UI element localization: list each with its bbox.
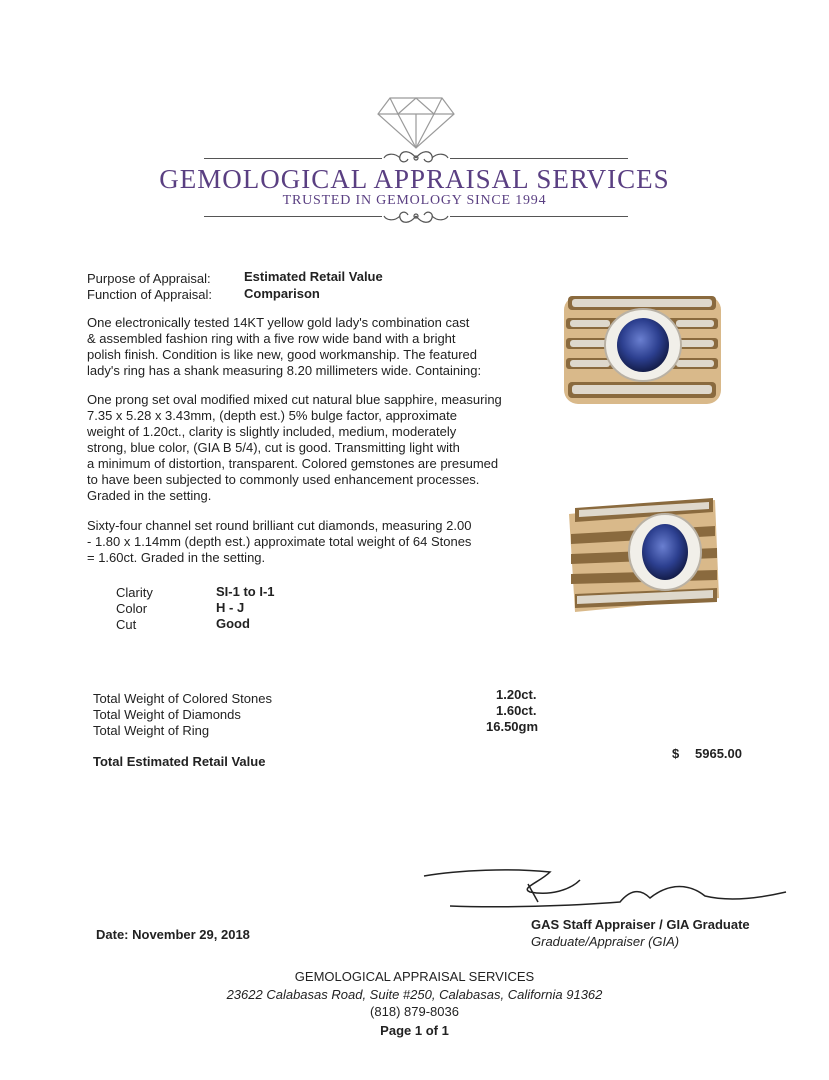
- total-label-colored: Total Weight of Colored Stones: [93, 691, 272, 706]
- description-line: One electronically tested 14KT yellow gold lady's combination cast: [87, 315, 470, 330]
- ring-photo-top: [560, 290, 725, 410]
- appraiser-subtitle: Graduate/Appraiser (GIA): [531, 934, 680, 949]
- grade-value-clarity: SI-1 to I-1: [216, 584, 275, 599]
- grade-value-cut: Good: [216, 616, 250, 631]
- diamond-description: [87, 518, 471, 566]
- retail-currency: $: [672, 746, 680, 761]
- page-number: Page 1 of 1: [380, 1023, 449, 1038]
- diamond-line: = 1.60ct. Graded in the setting.: [87, 550, 266, 565]
- description-line: & assembled fashion ring with a five row wide band with a bright: [87, 331, 456, 346]
- diamond-line: - 1.80 x 1.14mm (depth est.) approximate total weight of 64 Stones: [87, 534, 472, 549]
- total-label-diamonds: Total Weight of Diamonds: [93, 707, 241, 722]
- sapphire-line: One prong set oval modified mixed cut natural blue sapphire, measuring: [87, 392, 502, 407]
- sapphire-description: [87, 392, 502, 504]
- diamond-line: Sixty-four channel set round brilliant cut diamonds, measuring 2.00: [87, 518, 472, 533]
- footer-phone: (818) 879-8036: [370, 1004, 459, 1019]
- sapphire-line: weight of 1.20ct., clarity is slightly included, medium, moderately: [87, 424, 457, 439]
- footer-address: 23622 Calabasas Road, Suite #250, Calabasas, California 91362: [226, 987, 603, 1002]
- grade-value-color: H - J: [216, 600, 245, 615]
- scroll-ornament-icon: [380, 206, 452, 226]
- function-value: Comparison: [244, 286, 320, 301]
- total-value-colored: 1.20ct.: [496, 687, 537, 702]
- description-line: polish finish. Condition is like new, good workmanship. The featured: [87, 347, 477, 362]
- purpose-value: Estimated Retail Value: [244, 269, 383, 284]
- sapphire-line: Graded in the setting.: [87, 488, 212, 503]
- header-top-rule: [204, 158, 382, 159]
- ring-description: [87, 315, 481, 379]
- grade-label-color: Color: [116, 601, 148, 616]
- sapphire-line: 7.35 x 5.28 x 3.43mm, (depth est.) 5% bulge factor, approximate: [87, 408, 457, 423]
- total-value-ring: 16.50gm: [486, 719, 539, 734]
- grade-label-cut: Cut: [116, 617, 137, 632]
- grade-label-clarity: Clarity: [116, 585, 153, 600]
- function-label: Function of Appraisal:: [87, 287, 213, 302]
- sapphire-line: to have been subjected to commonly used enhancement processes.: [87, 472, 480, 487]
- appraisal-date: Date: November 29, 2018: [96, 927, 250, 942]
- header-top-rule: [450, 158, 628, 159]
- purpose-label: Purpose of Appraisal:: [87, 271, 211, 286]
- description-line: lady's ring has a shank measuring 8.20 millimeters wide. Containing:: [87, 363, 482, 378]
- header-bottom-rule: [204, 216, 382, 217]
- tagline: TRUSTED IN GEMOLOGY SINCE 1994: [282, 193, 547, 208]
- company-name: GEMOLOGICAL APPRAISAL SERVICES: [159, 164, 670, 194]
- sapphire-line: strong, blue color, (GIA B 5/4), cut is good. Transmitting light with: [87, 440, 460, 455]
- header-bottom-rule: [450, 216, 628, 217]
- sapphire-line: a minimum of distortion, transparent. Colored gemstones are presumed: [87, 456, 499, 471]
- total-label-ring: Total Weight of Ring: [93, 723, 210, 738]
- appraiser-signature: [420, 862, 790, 918]
- appraiser-title: GAS Staff Appraiser / GIA Graduate: [531, 917, 750, 932]
- footer-company: GEMOLOGICAL APPRAISAL SERVICES: [294, 969, 535, 984]
- total-value-diamonds: 1.60ct.: [496, 703, 537, 718]
- retail-label: Total Estimated Retail Value: [93, 754, 266, 769]
- ring-photo-bottom: [565, 494, 723, 616]
- diamond-logo-icon: [376, 94, 456, 150]
- retail-amount: 5965.00: [695, 746, 742, 761]
